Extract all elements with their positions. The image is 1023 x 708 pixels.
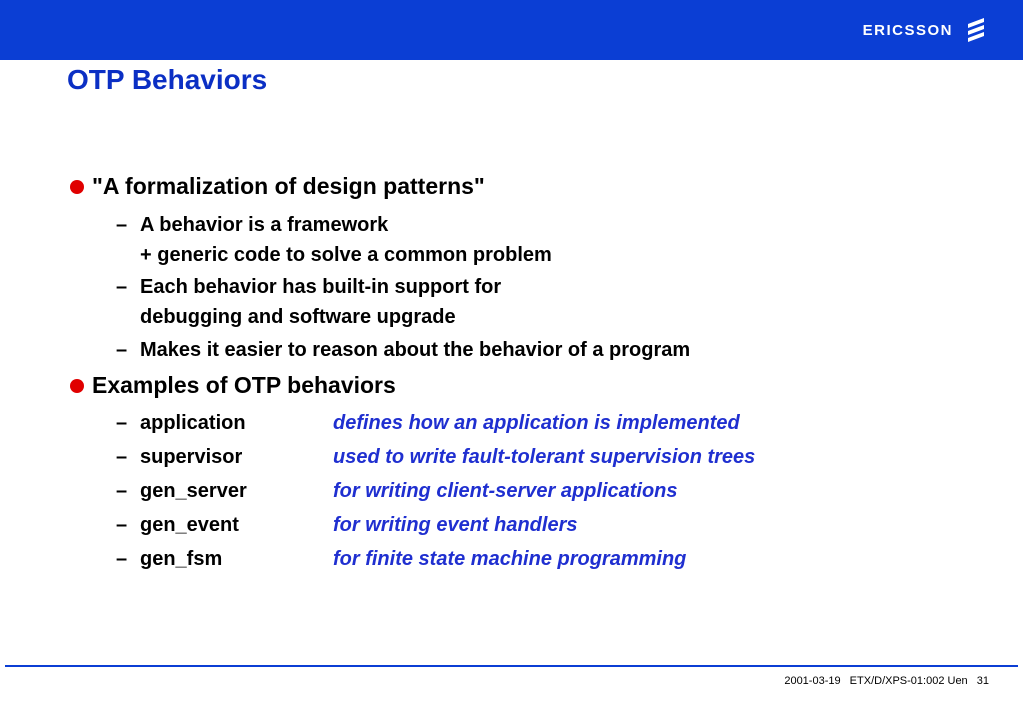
- behavior-description: defines how an application is implemented: [333, 412, 740, 434]
- bullet-dot: [70, 180, 84, 194]
- dash: –: [116, 446, 128, 468]
- behavior-description: for finite state machine programming: [333, 548, 687, 570]
- footer-divider: [5, 665, 1018, 667]
- bullet-1-text: "A formalization of design patterns": [92, 173, 485, 199]
- behavior-term: gen_server: [140, 480, 247, 502]
- behavior-description: for writing event handlers: [333, 514, 578, 536]
- behavior-term: gen_event: [140, 514, 239, 536]
- behavior-row-gen-fsm: [116, 544, 686, 574]
- behavior-description: for writing client-server applications: [333, 480, 678, 502]
- dash: –: [116, 214, 128, 236]
- sub-bullet-line: Each behavior has built-in support for: [140, 276, 502, 298]
- sub-bullet-line: Makes it easier to reason about the behavior of a program: [140, 339, 691, 361]
- dash: –: [116, 339, 128, 361]
- behavior-term: application: [140, 412, 246, 434]
- sub-bullet-line: debugging and software upgrade: [140, 306, 456, 328]
- behavior-row-supervisor: [116, 442, 755, 472]
- footer: [778, 675, 989, 687]
- bullet-1: [70, 173, 485, 200]
- bullet-dot: [70, 379, 84, 393]
- behavior-term: gen_fsm: [140, 548, 223, 570]
- dash: –: [116, 480, 128, 502]
- page-title: OTP Behaviors: [67, 64, 268, 95]
- sub-bullet-1-1: [116, 210, 552, 270]
- footer-doc-id: ETX/D/XPS-01:002 Uen: [849, 675, 968, 687]
- dash: –: [116, 514, 128, 536]
- behavior-row-gen-event: [116, 510, 577, 540]
- dash: –: [116, 548, 128, 570]
- behavior-term: supervisor: [140, 446, 243, 468]
- sub-bullet-line: + generic code to solve a common problem: [140, 244, 552, 266]
- dash: –: [116, 412, 128, 434]
- sub-bullet-line: A behavior is a framework: [140, 214, 389, 236]
- footer-page-number: 31: [976, 675, 989, 687]
- logo-text: ERICSSON: [862, 21, 953, 39]
- behavior-description: used to write fault-tolerant supervision trees: [333, 446, 756, 468]
- bullet-2: [70, 372, 396, 399]
- sub-bullet-1-2: [116, 272, 501, 332]
- footer-date: 2001-03-19: [784, 675, 841, 687]
- sub-bullet-1-3: [116, 335, 690, 365]
- behavior-row-gen-server: [116, 476, 678, 506]
- dash: –: [116, 276, 128, 298]
- behavior-row-application: [116, 408, 740, 438]
- bullet-2-text: Examples of OTP behaviors: [92, 372, 396, 398]
